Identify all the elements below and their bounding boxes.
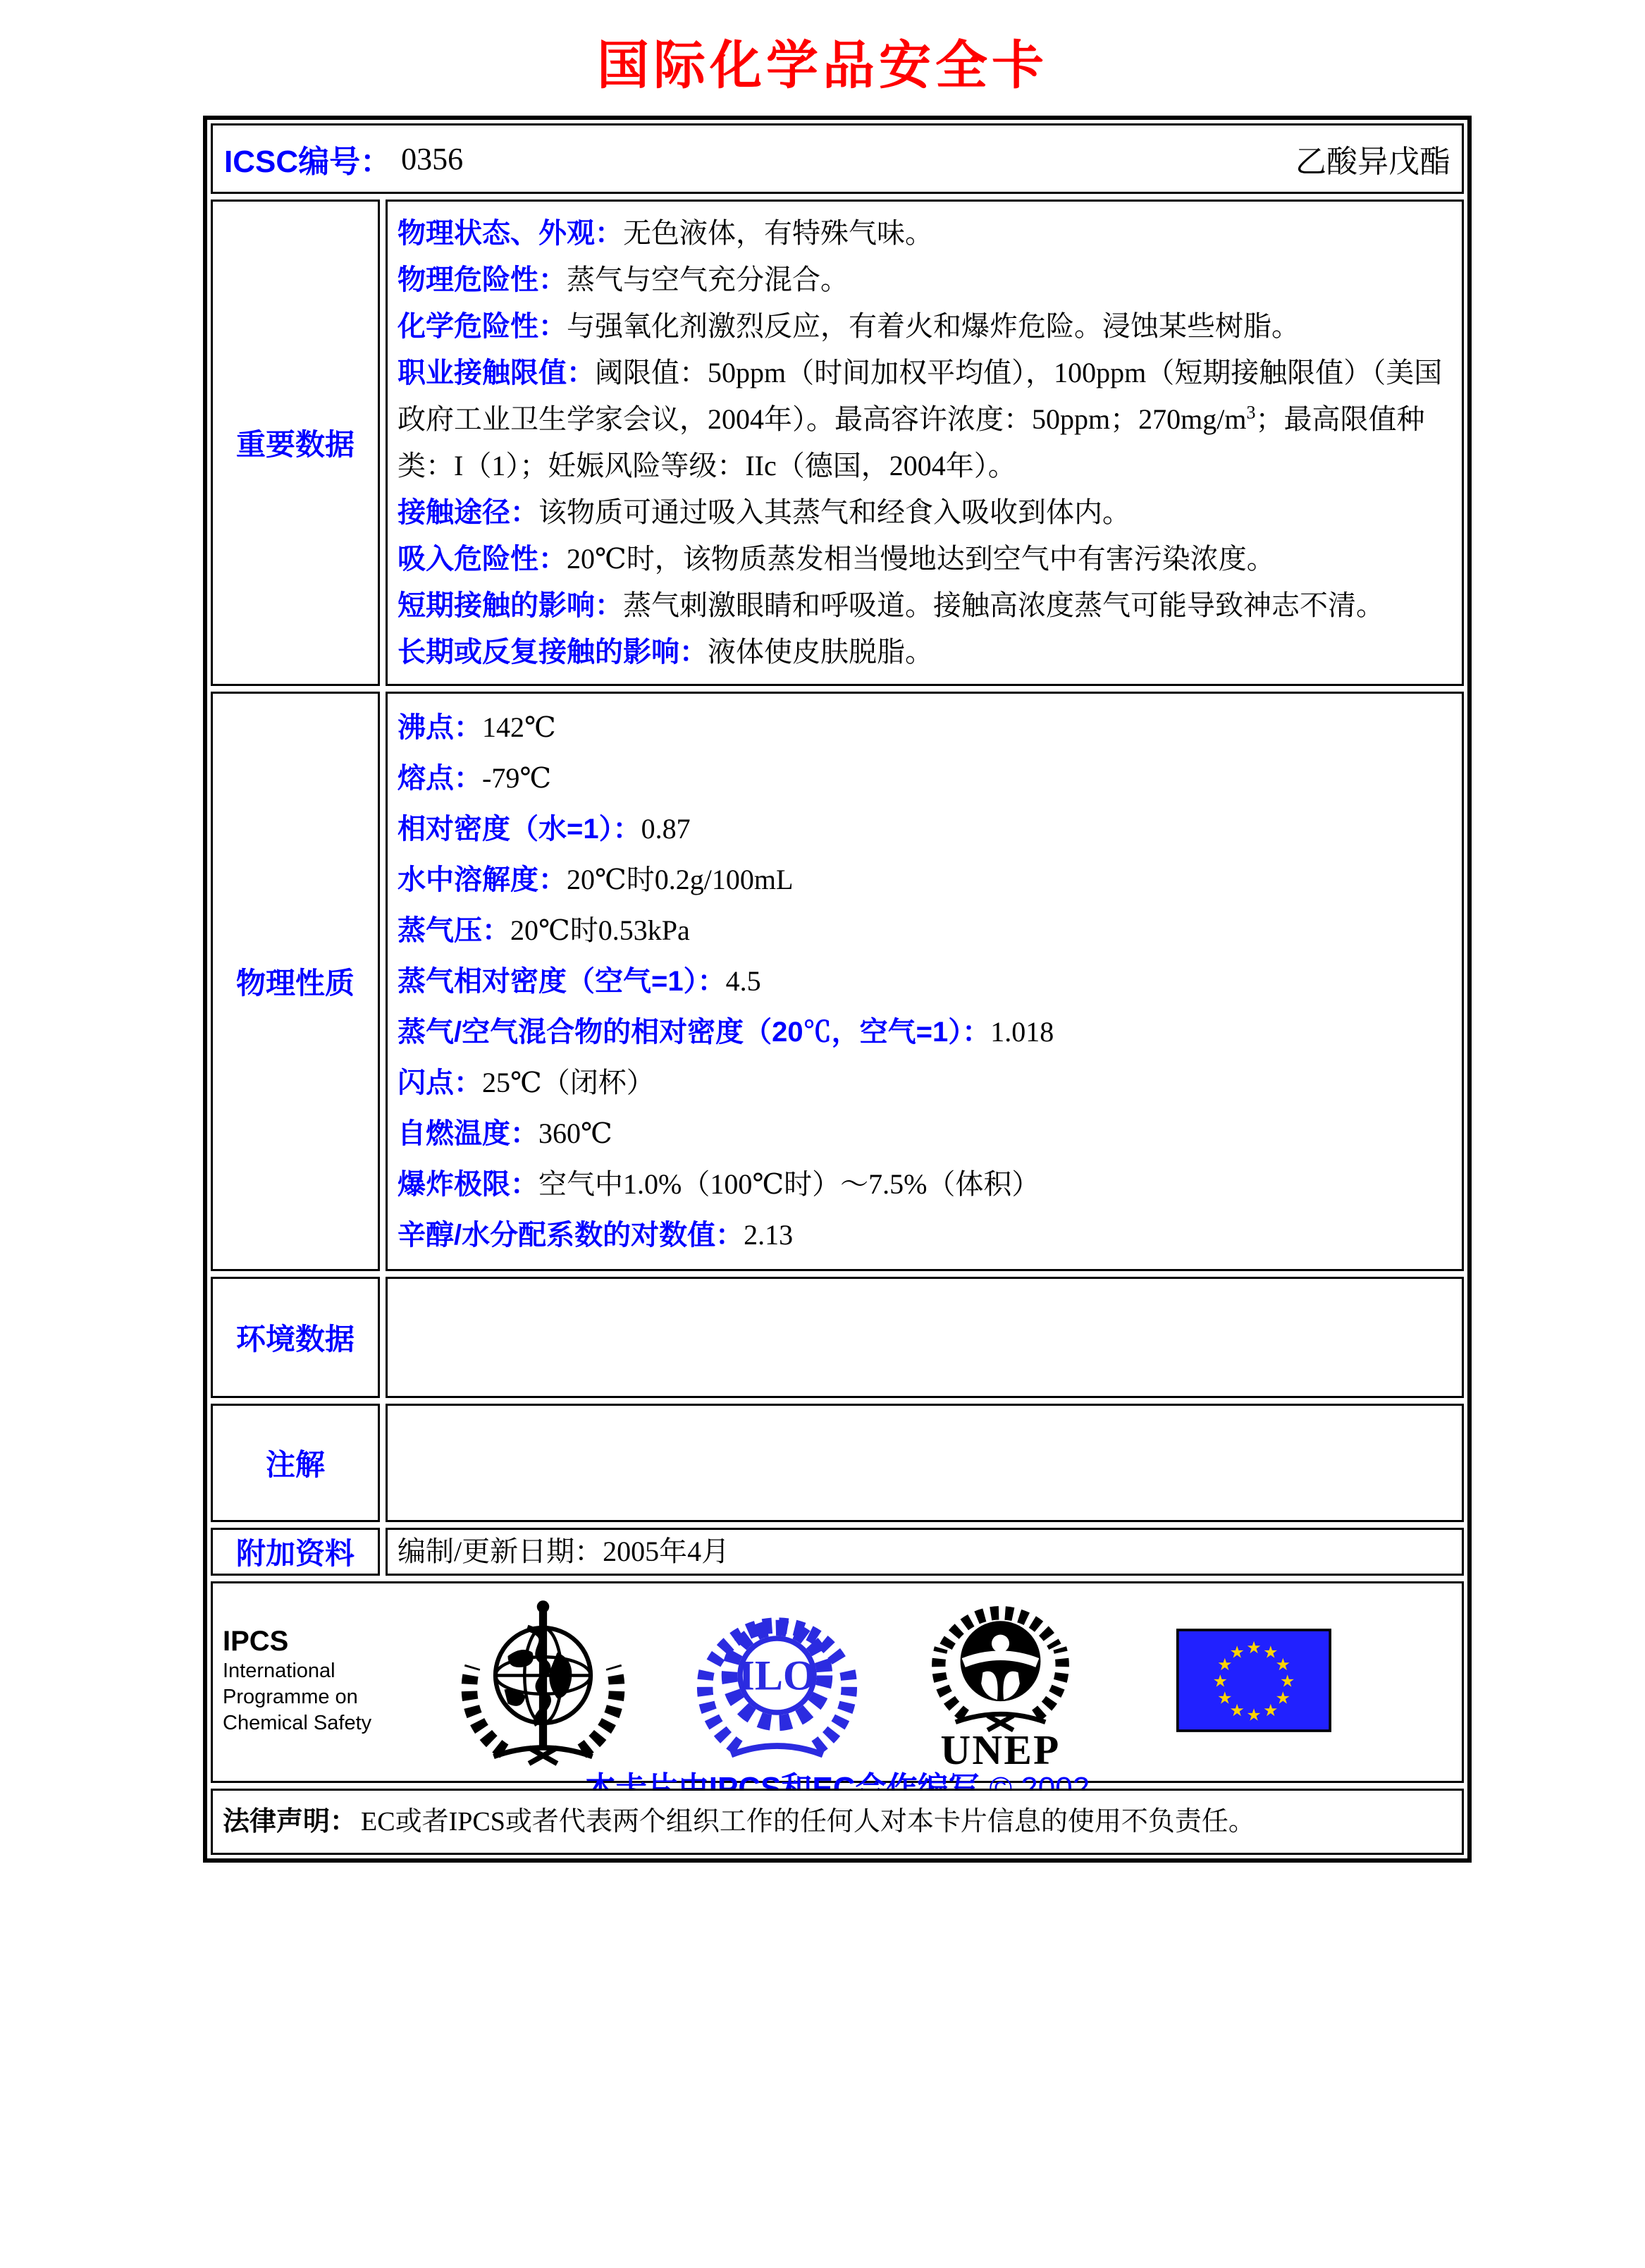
autoignition-temperature-value: 360℃ [538, 1117, 612, 1149]
environmental-data-content [386, 1277, 1464, 1398]
vapor-pressure-label: 蒸气压： [398, 915, 510, 946]
physical-danger-line [398, 257, 1452, 303]
short-term-effect-text: 蒸气刺激眼睛和呼吸道。接触高浓度蒸气可能导致神志不清。 [623, 589, 1384, 621]
legal-cell [211, 1789, 1464, 1855]
long-term-effect-label: 长期或反复接触的影响： [398, 637, 708, 668]
who-logo-icon [450, 1593, 636, 1769]
icsc-number-value: 0356 [401, 141, 464, 176]
notes-section-label: 注解 [211, 1404, 380, 1522]
icsc-number-label: ICSC编号： [224, 145, 392, 179]
melting-point-line [398, 753, 1452, 804]
water-solubility-label: 水中溶解度： [398, 864, 567, 895]
octanol-water-partition-value: 2.13 [744, 1219, 794, 1251]
logo-strip [213, 1583, 1462, 1770]
environmental-data-row [211, 1277, 1464, 1398]
occupational-limit-text-post: ；最高限值种类：I（1）；妊娠风险等级：IIc（德国，2004年）。 [398, 403, 1425, 482]
vapor-air-mixture-density-line [398, 1007, 1452, 1058]
eu-flag-icon [1176, 1629, 1331, 1732]
physical-properties-content [386, 692, 1464, 1271]
autoignition-temperature-label: 自燃温度： [398, 1118, 538, 1149]
occupational-limit-label: 职业接触限值： [398, 357, 595, 388]
exposure-route-label: 接触途径： [398, 497, 538, 528]
physical-state-line [398, 210, 1452, 257]
exposure-route-line [398, 489, 1452, 536]
melting-point-label: 熔点： [398, 763, 482, 794]
important-data-row [211, 200, 1464, 686]
short-term-effect-label: 短期接触的影响： [398, 590, 623, 621]
legal-label: 法律声明： [223, 1807, 357, 1837]
svg-text:★: ★ [1279, 1671, 1295, 1691]
boiling-point-label: 沸点： [398, 712, 482, 743]
svg-text:ILO: ILO [738, 1652, 816, 1698]
icsc-card-table [203, 116, 1472, 1863]
chemical-danger-text: 与强氧化剂激烈反应，有着火和爆炸危险。浸蚀某些树脂。 [567, 310, 1300, 342]
short-term-effect-line [398, 582, 1452, 629]
header-cell [211, 123, 1464, 194]
explosive-limits-value: 空气中1.0%（100℃时）～7.5%（体积） [538, 1168, 1040, 1200]
vapor-density-label: 蒸气相对密度（空气=1）： [398, 966, 726, 997]
long-term-effect-line [398, 629, 1452, 675]
notes-row [211, 1404, 1464, 1522]
water-solubility-value: 20℃时0.2g/100mL [567, 864, 794, 895]
flash-point-label: 闪点： [398, 1067, 482, 1098]
page-title: 国际化学品安全卡 [597, 35, 1048, 96]
physical-danger-label: 物理危险性： [398, 264, 567, 295]
legal-text: EC或者IPCS或者代表两个组织工作的任何人对本卡片信息的使用不负责任。 [361, 1807, 1255, 1837]
physical-properties-row [211, 692, 1464, 1271]
melting-point-value: -79℃ [482, 762, 552, 794]
ipcs-line-3: Chemical Safety [223, 1712, 372, 1734]
unep-logo-icon [918, 1590, 1083, 1770]
logos-cell [211, 1581, 1464, 1783]
environmental-data-section-label: 环境数据 [211, 1277, 380, 1398]
chemical-danger-label: 化学危险性： [398, 311, 567, 342]
flash-point-value: 25℃（闭杯） [482, 1067, 655, 1098]
relative-density-value: 0.87 [641, 813, 691, 845]
important-data-content [386, 200, 1464, 686]
header-row [211, 123, 1464, 194]
additional-info-row [211, 1528, 1464, 1576]
chemical-name: 乙酸异戊酯 [1295, 145, 1450, 179]
octanol-water-partition-line [398, 1210, 1452, 1261]
boiling-point-line [398, 702, 1452, 753]
occupational-limit-superscript: 3 [1246, 402, 1256, 423]
svg-text:★: ★ [1263, 1642, 1279, 1662]
vapor-air-mixture-density-label: 蒸气/空气混合物的相对密度（20℃，空气=1）： [398, 1017, 991, 1048]
notes-content [386, 1404, 1464, 1522]
occupational-limit-line [398, 350, 1452, 489]
svg-text:★: ★ [1217, 1688, 1233, 1708]
boiling-point-value: 142℃ [482, 711, 556, 743]
inhalation-risk-text: 20℃时，该物质蒸发相当慢地达到空气中有害污染浓度。 [567, 543, 1275, 575]
svg-text:★: ★ [1246, 1705, 1262, 1725]
svg-text:★: ★ [1246, 1638, 1262, 1657]
ipcs-line-1: International [223, 1660, 335, 1682]
svg-text:★: ★ [1263, 1700, 1279, 1720]
physical-state-label: 物理状态、外观： [398, 218, 623, 249]
vapor-pressure-value: 20℃时0.53kPa [510, 914, 690, 946]
vapor-density-line [398, 956, 1452, 1007]
occupational-limit-text-pre: 阈限值：50ppm（时间加权平均值），100ppm（短期接触限值）（美国政府工业卫生学家会议，2004年）。最高容许浓度：50ppm；270mg/m [398, 357, 1443, 435]
logos-row [211, 1581, 1464, 1783]
legal-row [211, 1789, 1464, 1855]
relative-density-line [398, 804, 1452, 854]
vapor-air-mixture-density-value: 1.018 [990, 1016, 1054, 1048]
explosive-limits-label: 爆炸极限： [398, 1169, 538, 1200]
ilo-logo-icon [687, 1593, 867, 1769]
inhalation-risk-label: 吸入危险性： [398, 544, 567, 575]
chemical-danger-line [398, 303, 1452, 350]
svg-text:★: ★ [1229, 1700, 1245, 1720]
exposure-route-text: 该物质可通过吸入其蒸气和经食入吸收到体内。 [538, 496, 1130, 528]
vapor-density-value: 4.5 [725, 965, 761, 997]
long-term-effect-text: 液体使皮肤脱脂。 [708, 636, 933, 668]
additional-info-content: 编制/更新日期：2005年4月 [386, 1528, 1464, 1576]
flash-point-line [398, 1058, 1452, 1108]
explosive-limits-line [398, 1159, 1452, 1210]
physical-state-text: 无色液体，有特殊气味。 [623, 217, 933, 249]
physical-danger-text: 蒸气与空气充分混合。 [567, 264, 849, 295]
physical-properties-section-label: 物理性质 [211, 692, 380, 1271]
svg-text:★: ★ [1275, 1688, 1290, 1708]
important-data-section-label: 重要数据 [211, 200, 380, 686]
vapor-pressure-line [398, 905, 1452, 956]
additional-info-section-label: 附加资料 [211, 1528, 380, 1576]
ipcs-text-block [223, 1624, 399, 1736]
ipcs-line-2: Programme on [223, 1686, 358, 1708]
inhalation-risk-line [398, 536, 1452, 582]
svg-text:★: ★ [1217, 1654, 1233, 1674]
relative-density-label: 相对密度（水=1）： [398, 814, 641, 845]
svg-text:★: ★ [1212, 1671, 1228, 1691]
octanol-water-partition-label: 辛醇/水分配系数的对数值： [398, 1220, 744, 1251]
autoignition-temperature-line [398, 1108, 1452, 1159]
svg-text:★: ★ [1275, 1654, 1290, 1674]
svg-text:★: ★ [1229, 1642, 1245, 1662]
svg-text:UNEP: UNEP [940, 1726, 1061, 1770]
ipcs-title: IPCS [223, 1626, 289, 1657]
water-solubility-line [398, 854, 1452, 905]
